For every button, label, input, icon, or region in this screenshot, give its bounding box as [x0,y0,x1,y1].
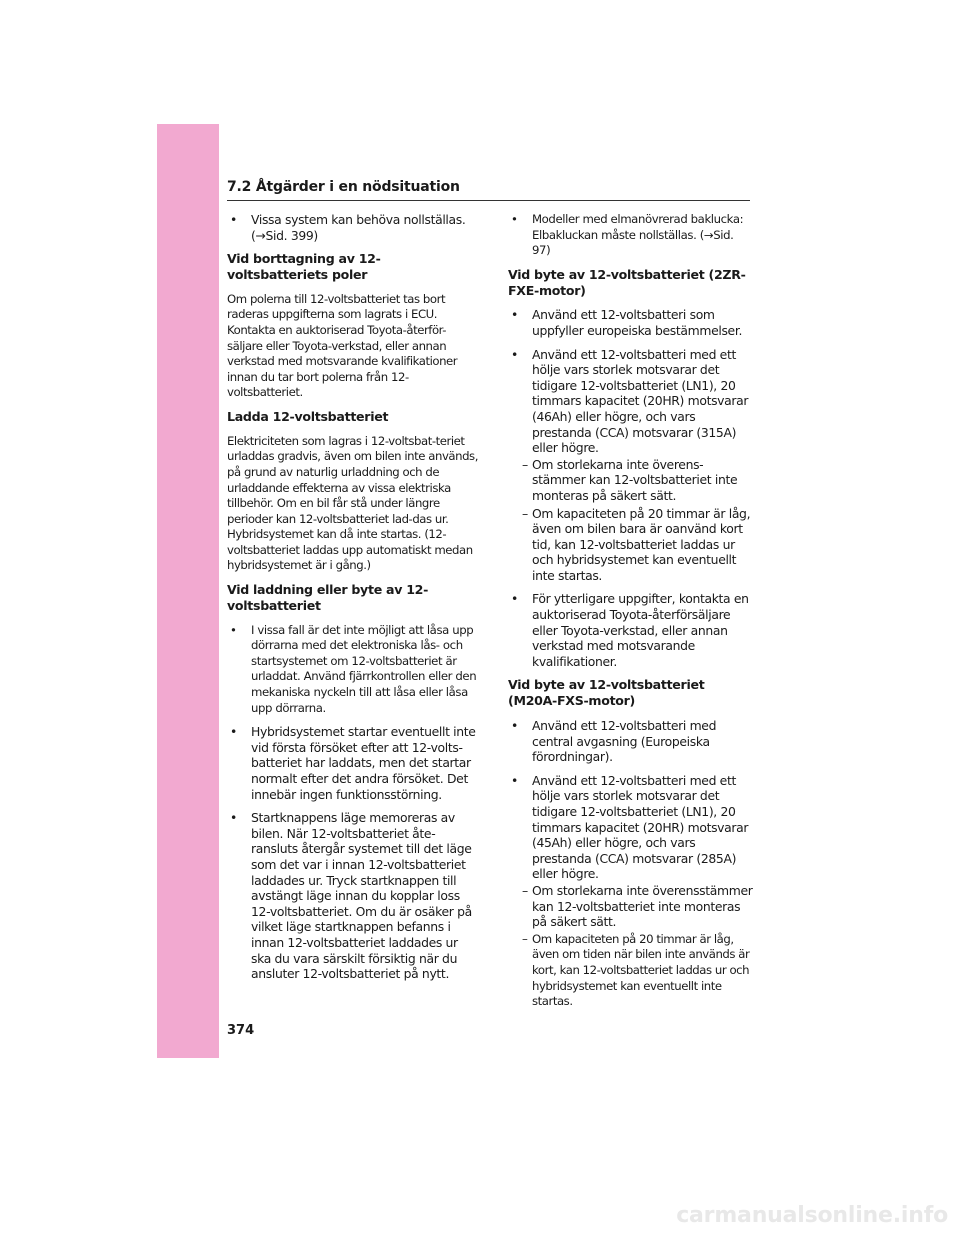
subheading: Vid byte av 12-voltsbatteriet (M20A-FXS-motor) [508,677,705,709]
dash-subitem [508,457,754,504]
bullet-item: • Använd ett 12-voltsbatteri med central avgasning (Europeiska förordningar). [508,718,754,765]
dash-marker [508,883,528,899]
dash-subitem-text: Om storlekarna inte överens-stämmer kan 12-voltsbatteriet inte monteras på säkert sätt. [532,456,738,503]
left-column [227,212,481,990]
dash-subitem [508,883,754,930]
dash-subitem-text: Om storlekarna inte överensstämmer kan 12-voltsbatteriet inte monteras på säkert sätt. [532,882,753,930]
paragraph: Elektriciteten som lagras i 12-voltsbat-teriet urladdas gradvis, även om bilen inte används, på grund av naturlig urladdning och de urladdande effekterna av vissa elektriska tillbehör. Om en bil får stå under längre perioder kan 12-voltsbatteriet lad-das ur. Hybridsystemet kan då inte startas. (12-voltsbatteriet laddas upp automatiskt medan hybridsystemet är i gång.) [227,433,478,573]
paragraph: Om polerna till 12-voltsbatteriet tas bort raderas uppgifterna som lagrats i ECU. Kontakta en auktoriserad Toyota-återför-säljare eller Toyota-verkstad, eller annan verkstad med motsvarande kvalifikationer innan du tar bort polerna från 12-voltsbatteriet. [227,291,458,400]
right-column [508,212,754,1012]
dash-subitem-text: Om kapaciteten på 20 timmar är låg, även om tiden när bilen inte används är kort, kan 12-voltsbatteriet laddas ur och hybridsystemet kan eventuellt inte startas. [532,931,750,1009]
bullet-item: • Använd ett 12-voltsbatteri med ett hölje vars storlek motsvarar det tidigare 12-voltsbatteriet (LN1), 20 timmars kapacitet (20HR) motsvarar (46Ah) eller högre, och vars prestanda (CCA) motsvarar (315A) eller högre. [508,347,754,456]
subheading: Vid borttagning av 12-voltsbatteriets poler [227,251,381,282]
bullet-item: • Använd ett 12-voltsbatteri med ett hölje vars storlek motsvarar det tidigare 12-voltsbatteriet (LN1), 20 timmars kapacitet (20HR) motsvarar (45Ah) eller högre, och vars prestanda (CCA) motsvarar (285A) eller högre. [508,773,754,882]
dash-subitem-text: Om kapaciteten på 20 timmar är låg, även om bilen bara är oanvänd kort tid, kan 12-voltsbatteriet laddas ur och hybridsystemet kan eventuellt inte startas. [532,505,751,583]
bullet-item: • Hybridsystemet startar eventuellt inte vid första försöket efter att 12-volts-batteriet har laddats, men det startar normalt efter det andra försöket. Det innebär ingen funktionsstörning. [227,724,481,802]
section-header: 7.2 Åtgärder i en nödsituation [227,179,750,201]
bullet-item: • För ytterligare uppgifter, kontakta en auktoriserad Toyota-återförsäljare eller Toyota-verkstad, eller annan verkstad med motsvarande kvalifikationer. [508,591,754,669]
bullet-item: • Använd ett 12-voltsbatteri som uppfyller europeiska bestämmelser. [508,307,754,338]
chapter-tab-bar [157,124,219,1058]
dash-marker [508,457,528,473]
subheading: Vid laddning eller byte av 12-voltsbatteriet [227,582,429,613]
dash-marker [508,932,527,948]
bullet-item: • Startknappens läge memoreras av bilen. När 12-voltsbatteriet åte-ransluts återgår systemet till det läge som det var i innan 12-voltsbatteriet laddades ur. Tryck startknappen till avstängt läge innan du kopplar loss 12-voltsbatteriet. Om du är osäker på vilket läge startknappen befanns i innan 12-voltsbatteriet laddades ur ska du vara särskilt försiktig när du ansluter 12-voltsbatteriet på nytt. [227,810,481,982]
subheading: Ladda 12-voltsbatteriet [227,408,389,424]
page-number: 374 [227,1023,255,1038]
bullet-item: • Vissa system kan behöva nollställas. (→Sid. 399) [227,212,481,243]
bullet-item: • I vissa fall är det inte möjligt att låsa upp dörrarna med det elektroniska lås- och startsystemet om 12-voltsbatteriet är urladdat. Använd fjärrkontrollen eller den mekaniska nyckeln till att låsa eller låsa upp dörrarna. [227,623,481,717]
watermark: carmanualsonline.info [676,1203,948,1228]
bullet-item: • Modeller med elmanövrerad baklucka: Elbakluckan måste nollställas. (→Sid. 97) [508,212,754,259]
dash-subitem [508,932,754,1010]
subheading: Vid byte av 12-voltsbatteriet (2ZR-FXE-motor) [508,266,746,298]
dash-subitem [508,506,754,584]
dash-marker [508,506,528,522]
